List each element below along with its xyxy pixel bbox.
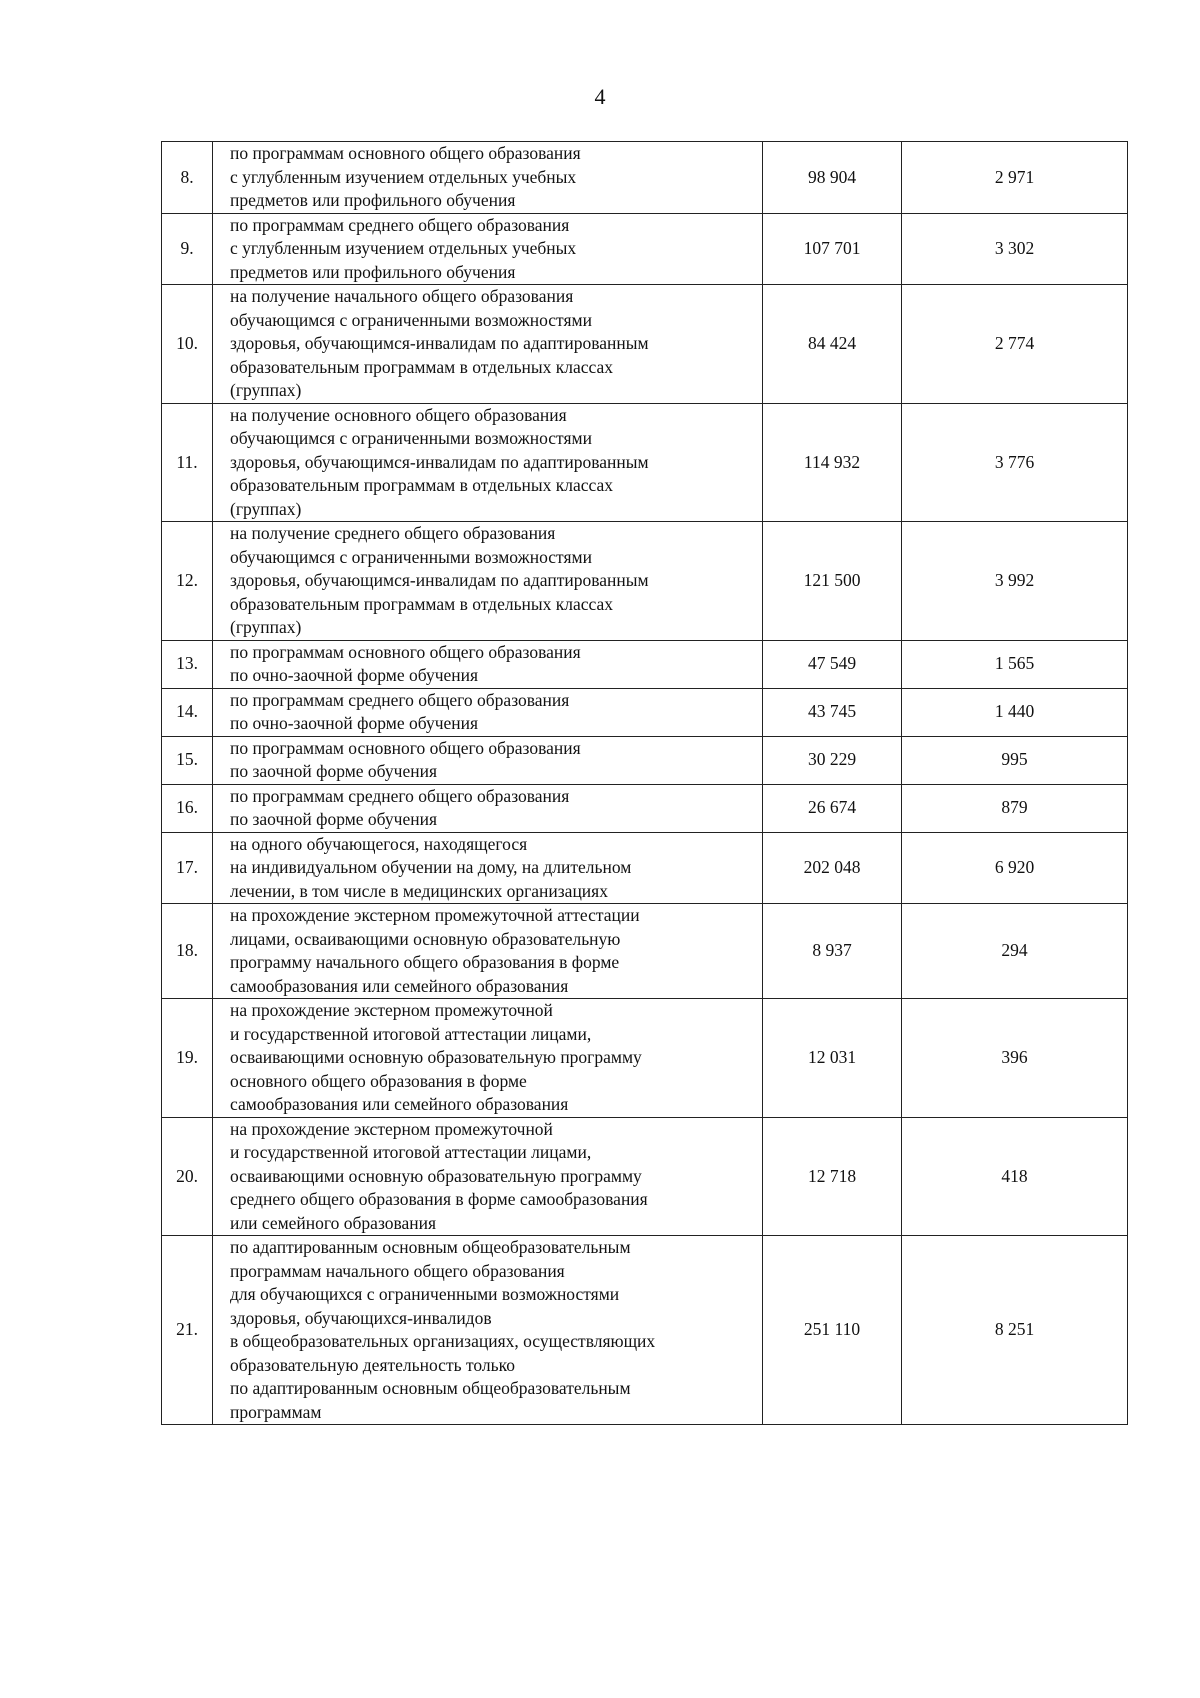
row-value-1: 8 937 xyxy=(763,904,902,999)
table-row xyxy=(162,522,1128,641)
row-value-2: 879 xyxy=(902,784,1128,832)
description-line: на получение начального общего образования xyxy=(230,286,574,306)
row-value-1: 114 932 xyxy=(763,403,902,522)
description-line: (группах) xyxy=(230,380,302,400)
row-number: 10. xyxy=(162,285,213,404)
row-description xyxy=(213,736,763,784)
description-line: обучающимся с ограниченными возможностями xyxy=(230,546,592,567)
description-line: образовательную деятельность только xyxy=(230,1354,515,1375)
table-row xyxy=(162,403,1128,522)
description-line: самообразования или семейного образования xyxy=(230,1094,569,1114)
description-line: на получение основного общего образования xyxy=(230,404,567,425)
row-value-2: 1 565 xyxy=(902,640,1128,688)
row-description xyxy=(213,403,763,522)
description-line: и государственной итоговой аттестации лицами, xyxy=(230,1023,592,1044)
row-description xyxy=(213,904,763,999)
row-description xyxy=(213,213,763,285)
description-line: предметов или профильного обучения xyxy=(230,261,516,282)
description-line: по программам среднего общего образования xyxy=(230,785,570,806)
row-number: 20. xyxy=(162,1117,213,1236)
description-line: образовательным программам в отдельных классах xyxy=(230,356,614,377)
row-value-2: 995 xyxy=(902,736,1128,784)
description-line: программам начального общего образования xyxy=(230,1260,565,1281)
table-body xyxy=(162,142,1128,1425)
row-number: 12. xyxy=(162,522,213,641)
row-value-2: 3 992 xyxy=(902,522,1128,641)
row-description xyxy=(213,522,763,641)
row-value-1: 251 110 xyxy=(763,1236,902,1425)
row-value-2: 418 xyxy=(902,1117,1128,1236)
row-value-1: 121 500 xyxy=(763,522,902,641)
description-line: на получение среднего общего образования xyxy=(230,523,556,543)
description-line: по адаптированным основным общеобразовательным xyxy=(230,1378,631,1398)
description-line: обучающимся с ограниченными возможностями xyxy=(230,309,592,330)
description-line: лечении, в том числе в медицинских организациях xyxy=(230,880,608,901)
row-value-2: 3 776 xyxy=(902,403,1128,522)
table-row xyxy=(162,285,1128,404)
description-line: по программам основного общего образования xyxy=(230,737,581,758)
description-line: на прохождение экстерном промежуточной аттестации xyxy=(230,905,640,925)
description-line: здоровья, обучающимся-инвалидам по адаптированным xyxy=(230,451,649,472)
row-value-1: 202 048 xyxy=(763,832,902,904)
row-value-1: 30 229 xyxy=(763,736,902,784)
row-value-1: 98 904 xyxy=(763,142,902,214)
description-line: на прохождение экстерном промежуточной xyxy=(230,1000,553,1020)
row-number: 15. xyxy=(162,736,213,784)
description-line: лицами, осваивающими основную образовательную xyxy=(230,928,621,949)
table-row xyxy=(162,904,1128,999)
row-number: 11. xyxy=(162,403,213,522)
description-line: обучающимся с ограниченными возможностями xyxy=(230,428,592,448)
row-value-1: 43 745 xyxy=(763,688,902,736)
description-line: по адаптированным основным общеобразовательным xyxy=(230,1237,631,1257)
row-value-1: 107 701 xyxy=(763,213,902,285)
description-line: по очно-заочной форме обучения xyxy=(230,713,479,733)
table-row xyxy=(162,1117,1128,1236)
description-line: программам xyxy=(230,1401,322,1422)
description-line: по заочной форме обучения xyxy=(230,809,438,829)
row-number: 8. xyxy=(162,142,213,214)
description-line: здоровья, обучающихся-инвалидов xyxy=(230,1307,492,1328)
row-value-2: 3 302 xyxy=(902,213,1128,285)
description-line: осваивающими основную образовательную программу xyxy=(230,1047,642,1067)
description-line: на индивидуальном обучении на дому, на длительном xyxy=(230,857,632,877)
table-row xyxy=(162,142,1128,214)
row-number: 9. xyxy=(162,213,213,285)
description-line: самообразования или семейного образования xyxy=(230,975,569,996)
row-number: 14. xyxy=(162,688,213,736)
description-line: по программам среднего общего образования xyxy=(230,214,570,235)
row-description xyxy=(213,640,763,688)
row-number: 16. xyxy=(162,784,213,832)
description-line: и государственной итоговой аттестации лицами, xyxy=(230,1142,592,1162)
table-row xyxy=(162,832,1128,904)
row-description xyxy=(213,688,763,736)
row-description xyxy=(213,1117,763,1236)
row-description xyxy=(213,999,763,1118)
row-value-2: 1 440 xyxy=(902,688,1128,736)
table-row xyxy=(162,640,1128,688)
data-table xyxy=(161,141,1128,1425)
row-number: 13. xyxy=(162,640,213,688)
row-value-2: 6 920 xyxy=(902,832,1128,904)
row-number: 17. xyxy=(162,832,213,904)
row-value-2: 8 251 xyxy=(902,1236,1128,1425)
table-row xyxy=(162,784,1128,832)
description-line: с углубленным изучением отдельных учебных xyxy=(230,238,577,258)
description-line: осваивающими основную образовательную программу xyxy=(230,1165,642,1186)
row-description xyxy=(213,832,763,904)
description-line: по программам основного общего образования xyxy=(230,143,581,163)
table-row xyxy=(162,688,1128,736)
description-line: на прохождение экстерном промежуточной xyxy=(230,1118,553,1139)
description-line: по программам основного общего образования xyxy=(230,641,581,662)
description-line: среднего общего образования в форме самообразования xyxy=(230,1189,648,1209)
table-row xyxy=(162,1236,1128,1425)
row-value-2: 2 971 xyxy=(902,142,1128,214)
description-line: по очно-заочной форме обучения xyxy=(230,665,479,685)
row-value-1: 84 424 xyxy=(763,285,902,404)
row-number: 21. xyxy=(162,1236,213,1425)
description-line: основного общего образования в форме xyxy=(230,1070,527,1091)
row-description xyxy=(213,784,763,832)
row-value-1: 47 549 xyxy=(763,640,902,688)
description-line: или семейного образования xyxy=(230,1212,437,1233)
page-number: 4 xyxy=(594,84,606,109)
table-row xyxy=(162,736,1128,784)
description-line: образовательным программам в отдельных классах xyxy=(230,593,614,614)
row-number: 18. xyxy=(162,904,213,999)
row-value-1: 12 718 xyxy=(763,1117,902,1236)
description-line: (группах) xyxy=(230,498,302,519)
row-description xyxy=(213,285,763,404)
row-description xyxy=(213,1236,763,1425)
row-number: 19. xyxy=(162,999,213,1118)
description-line: по программам среднего общего образования xyxy=(230,689,570,710)
description-line: с углубленным изучением отдельных учебных xyxy=(230,166,577,187)
table-row xyxy=(162,213,1128,285)
description-line: для обучающихся с ограниченными возможностями xyxy=(230,1284,620,1304)
description-line: программу начального общего образования в форме xyxy=(230,952,620,972)
row-value-2: 396 xyxy=(902,999,1128,1118)
description-line: предметов или профильного обучения xyxy=(230,190,516,210)
row-value-2: 2 774 xyxy=(902,285,1128,404)
description-line: образовательным программам в отдельных классах xyxy=(230,475,614,495)
description-line: здоровья, обучающимся-инвалидам по адаптированным xyxy=(230,570,649,590)
description-line: в общеобразовательных организациях, осуществляющих xyxy=(230,1331,656,1351)
row-value-2: 294 xyxy=(902,904,1128,999)
description-line: (группах) xyxy=(230,617,302,637)
description-line: здоровья, обучающимся-инвалидам по адаптированным xyxy=(230,333,649,353)
description-line: по заочной форме обучения xyxy=(230,761,438,781)
row-value-1: 26 674 xyxy=(763,784,902,832)
table-row xyxy=(162,999,1128,1118)
row-description xyxy=(213,142,763,214)
row-value-1: 12 031 xyxy=(763,999,902,1118)
description-line: на одного обучающегося, находящегося xyxy=(230,833,528,854)
